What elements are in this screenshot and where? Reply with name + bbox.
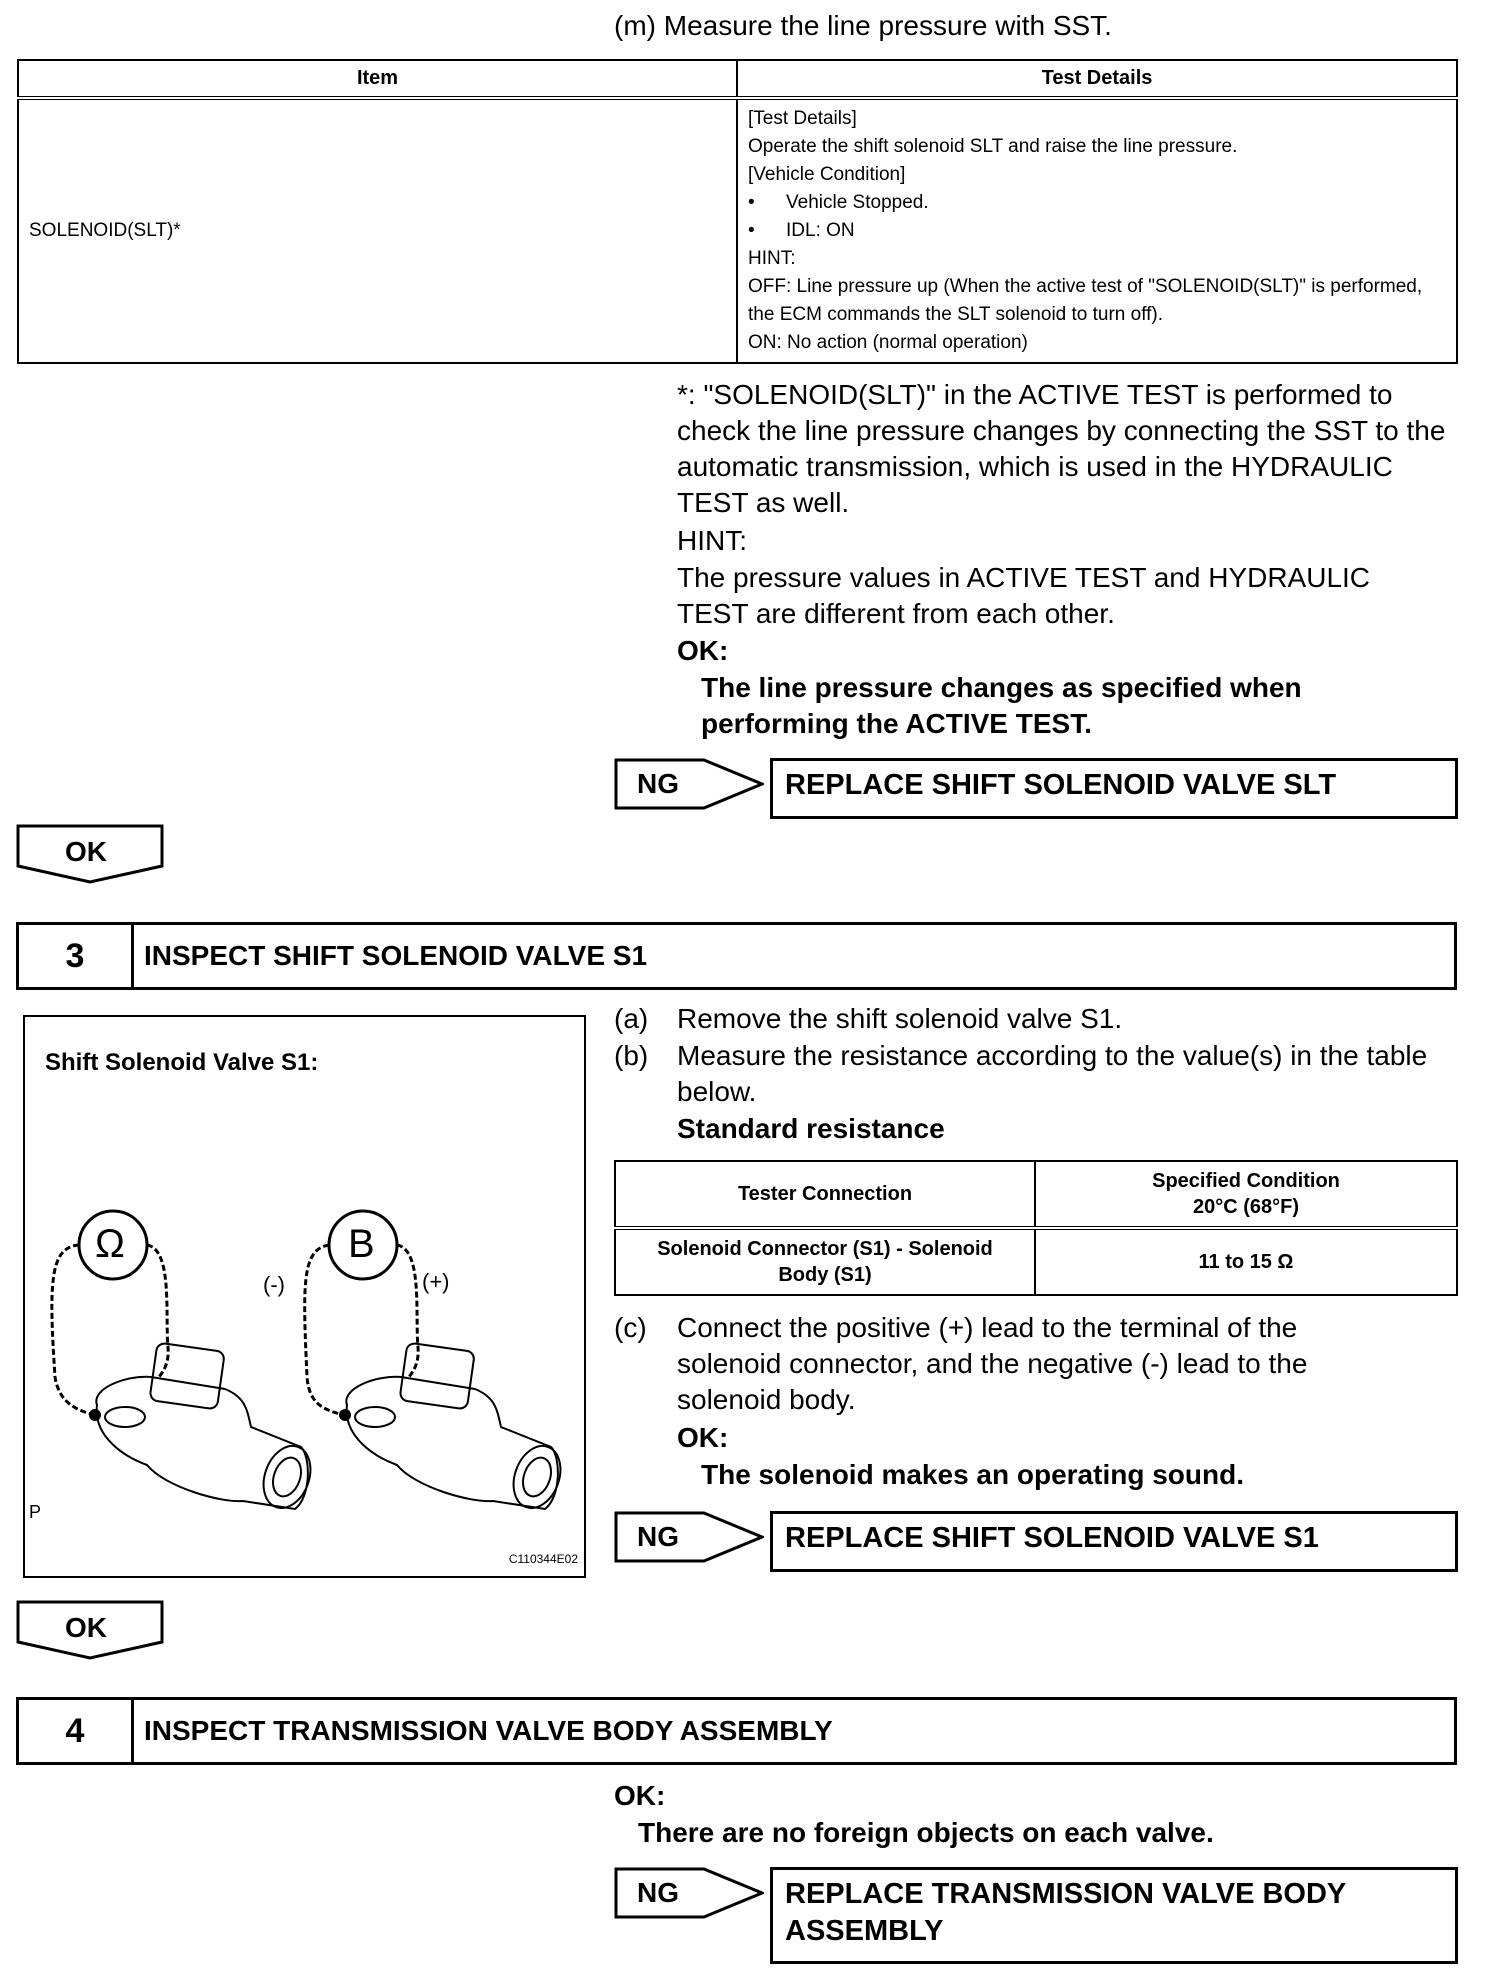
- figure-code: C110344E02: [508, 1552, 578, 1566]
- list-item: • IDL: ON: [748, 220, 855, 241]
- step-a-text: Remove the shift solenoid valve S1.: [677, 1003, 1123, 1034]
- ohm-icon: Ω: [95, 1222, 125, 1266]
- test-details-label: [Test Details]: [748, 108, 857, 129]
- ok-label: OK:: [677, 635, 729, 666]
- table-cell-value: 11 to 15 Ω: [1035, 1228, 1457, 1295]
- solenoid-illustration: [25, 1017, 584, 1576]
- ok-label: OK:: [677, 1422, 729, 1453]
- on-text: ON: No action (normal operation): [748, 332, 1028, 353]
- step-title: INSPECT SHIFT SOLENOID VALVE S1: [144, 940, 648, 971]
- resistance-table: [614, 1160, 1458, 1296]
- plus-label: (+): [422, 1269, 450, 1294]
- ok-label: OK:: [614, 1780, 666, 1811]
- line-pressure-table: [17, 59, 1458, 364]
- step-number: 3: [19, 925, 134, 987]
- table-header-connection: Tester Connection: [615, 1161, 1035, 1228]
- battery-icon: B: [348, 1222, 375, 1266]
- vehicle-condition-label: [Vehicle Condition]: [748, 164, 906, 185]
- ng-result: REPLACE TRANSMISSION VALVE BODY ASSEMBLY: [770, 1867, 1458, 1964]
- ok-arrow-label: OK: [65, 836, 107, 867]
- ng-label: NG: [637, 1877, 679, 1908]
- solenoid-figure: [23, 1015, 586, 1578]
- figure-corner-label: P: [29, 1502, 42, 1522]
- ok-text: The solenoid makes an operating sound.: [701, 1459, 1244, 1490]
- standard-resistance-label: Standard resistance: [677, 1113, 945, 1144]
- figure-title: Shift Solenoid Valve S1:: [45, 1049, 319, 1076]
- hint-label: HINT:: [748, 248, 796, 269]
- step-b-letter: (b): [614, 1040, 649, 1071]
- test-details-text: Operate the shift solenoid SLT and raise the line pressure.: [748, 136, 1238, 157]
- ng-result: REPLACE SHIFT SOLENOID VALVE S1: [770, 1511, 1458, 1572]
- minus-label: (-): [263, 1272, 285, 1297]
- ng-label: NG: [637, 768, 679, 799]
- step-a-letter: (a): [614, 1003, 649, 1034]
- ok-arrow-label: OK: [65, 1612, 107, 1643]
- ng-result: REPLACE SHIFT SOLENOID VALVE SLT: [770, 758, 1458, 819]
- table-header-condition: Specified Condition 20°C (68°F): [1035, 1161, 1457, 1228]
- step-title: INSPECT TRANSMISSION VALVE BODY ASSEMBLY: [144, 1715, 833, 1746]
- table-header-test-details: Test Details: [737, 60, 1457, 98]
- active-test-note: *: "SOLENOID(SLT)" in the ACTIVE TEST is performed to check the line pressure changes by connecting the SST to the automatic transmission, which is used in the HYDRAULIC TEST as well.: [677, 379, 1446, 518]
- hint-label: HINT:: [677, 525, 747, 556]
- step-4-header: [16, 1697, 1457, 1765]
- ng-label: NG: [637, 1521, 679, 1552]
- measure-instruction: (m) Measure the line pressure with SST.: [614, 10, 1112, 41]
- step-3-header: [16, 922, 1457, 990]
- list-item: • Vehicle Stopped.: [748, 192, 929, 213]
- table-cell-details: [737, 98, 1457, 363]
- ok-text: There are no foreign objects on each valve.: [638, 1817, 1214, 1848]
- step-b-text: Measure the resistance according to the value(s) in the table below.: [677, 1040, 1428, 1107]
- step-c-letter: (c): [614, 1312, 647, 1343]
- off-text: OFF: Line pressure up (When the active test of "SOLENOID(SLT)" is performed, the ECM commands the SLT solenoid to turn off).: [748, 276, 1423, 325]
- step-c-text: Connect the positive (+) lead to the terminal of the solenoid connector, and the negative (-) lead to the solenoid body.: [677, 1312, 1308, 1415]
- step-number: 4: [19, 1700, 134, 1762]
- ok-text: The line pressure changes as specified when performing the ACTIVE TEST.: [701, 672, 1302, 739]
- table-header-item: Item: [18, 60, 737, 98]
- table-cell-item: SOLENOID(SLT)*: [18, 98, 737, 363]
- table-cell-connection: Solenoid Connector (S1) - Solenoid Body (S1): [615, 1228, 1035, 1295]
- hint-text: The pressure values in ACTIVE TEST and HYDRAULIC TEST are different from each other.: [677, 562, 1371, 629]
